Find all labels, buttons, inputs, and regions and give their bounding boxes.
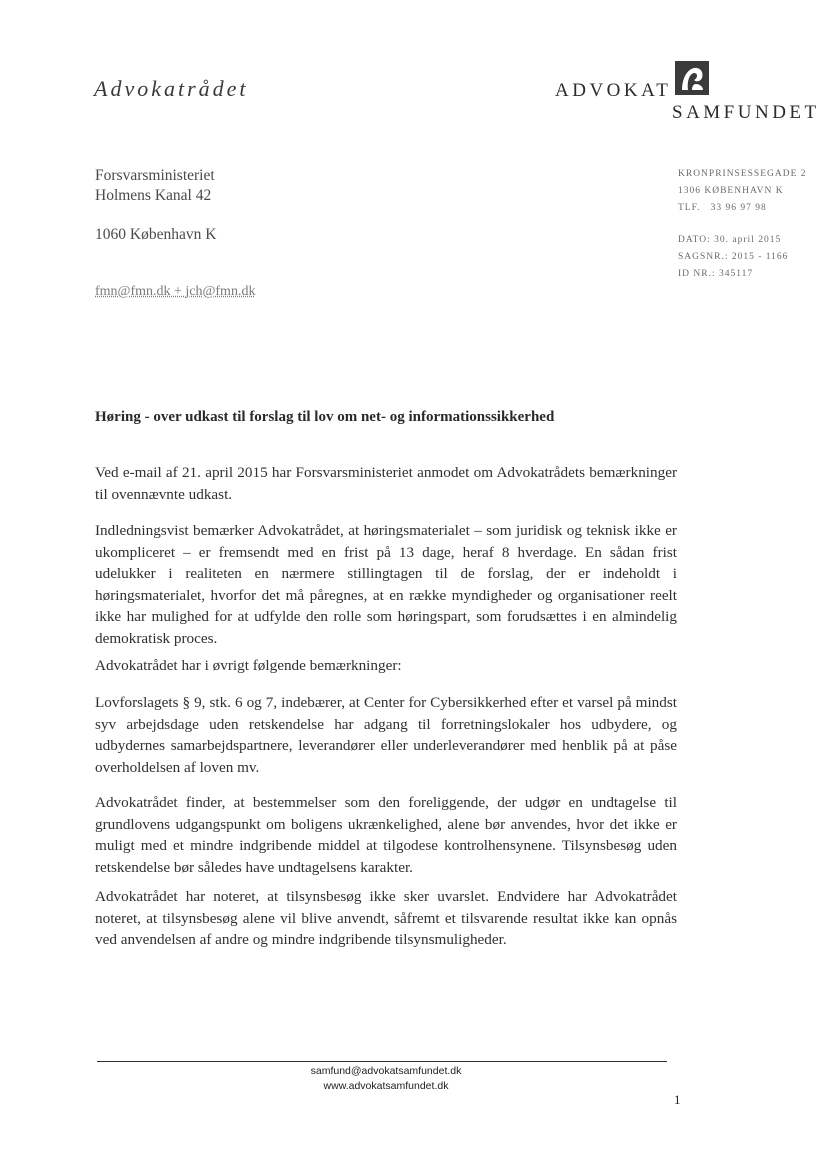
recipient-emails: fmn@fmn.dk + jch@fmn.dk xyxy=(95,284,256,299)
id-number: ID NR.: 345117 xyxy=(678,269,754,279)
recipient-name: Forsvarsministeriet xyxy=(95,167,215,184)
subject-line: Høring - over udkast til forslag til lov om net- og informationssikkerhed xyxy=(95,409,555,425)
paragraph-6: Advokatrådet har noteret, at tilsynsbesøg ikke sker uvarslet. Endvidere har Advokatrådet noteret, at tilsynsbesøg alene vil blive anvendt, såfremt et tilsvarende resultat ikke kan opnås ved anvendelsen af andre og mindre indgribende tilsynsmuligheder. xyxy=(95,888,677,948)
sender-street: KRONPRINSESSEGADE 2 xyxy=(678,169,807,179)
footer-website: www.advokatsamfundet.dk xyxy=(323,1080,449,1092)
letter-meta xyxy=(678,232,788,283)
paragraph-1: Ved e-mail af 21. april 2015 har Forsvarsministeriet anmodet om Advokatrådets bemærkninger til ovennævnte udkast. xyxy=(95,464,677,503)
footer-email: samfund@advokatsamfundet.dk xyxy=(310,1065,462,1077)
paragraph-5: Advokatrådet finder, at bestemmelser som den foreliggende, der udgør en undtagelse til grundlovens udgangspunkt om boligens ukrænkelighed, alene bør anvendes, hvor det ikke er muligt med et mindre indgribende middel at tilgodese kontrolhensynene. Tilsynsbesøg uden retskendelse bør således have undtagelsens karakter. xyxy=(95,794,677,876)
recipient-address xyxy=(95,166,215,206)
recipient-street: Holmens Kanal 42 xyxy=(95,187,212,204)
sender-phone: TLF. 33 96 97 98 xyxy=(678,203,767,213)
recipient-city: 1060 København K xyxy=(95,226,217,243)
logo-text-samfundet: SAMFUNDET xyxy=(672,102,820,123)
letter-date: DATO: 30. april 2015 xyxy=(678,235,782,245)
sender-title: Advokatrådet xyxy=(94,76,249,101)
logo-text-advokat: ADVOKAT xyxy=(555,80,672,101)
paragraph-4: Lovforslagets § 9, stk. 6 og 7, indebærer, at Center for Cybersikkerhed efter et varsel på mindst syv arbejdsdage uden retskendelse har adgang til forretningslokaler hos udbydere, og udbydernes samarbejdspartnere, leverandører eller underleverandører med henblik på at påse overholdelsen af loven mv. xyxy=(95,694,677,776)
page-number: 1 xyxy=(674,1092,681,1107)
case-number: SAGSNR.: 2015 - 1166 xyxy=(678,252,789,262)
paragraph-3: Advokatrådet har i øvrigt følgende bemærkninger: xyxy=(95,657,402,674)
advokatsamfundet-crest-icon xyxy=(674,60,710,96)
sender-city: 1306 KØBENHAVN K xyxy=(678,186,784,196)
paragraph-2: Indledningsvist bemærker Advokatrådet, at høringsmaterialet – som juridisk og teknisk ikke er ukompliceret – er fremsendt med en frist på 13 dage, heraf 8 hverdage. En sådan frist udelukker i realiteten en nærmere stillingtagen til de forslag, der er indeholdt i høringsmaterialet, hvorfor det må påregnes, at en række myndigheder og organisationer reelt ikke har mulighed for at udfylde den rolle som høringspart, som forudsættes i en almindelig demokratisk proces. xyxy=(95,522,677,647)
sender-address-block xyxy=(678,166,807,217)
footer-divider xyxy=(97,1061,667,1062)
